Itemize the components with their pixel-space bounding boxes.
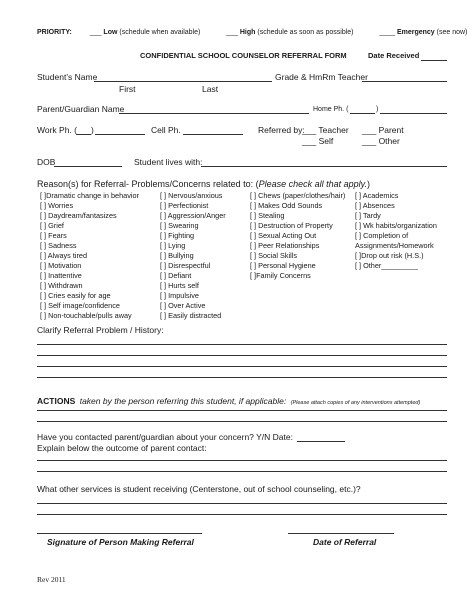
lives-with-line[interactable] bbox=[201, 166, 447, 167]
priority-high-label: High bbox=[239, 29, 256, 36]
contact-date-line[interactable] bbox=[297, 441, 345, 442]
reason-checkbox-item[interactable]: Assignments/Homework bbox=[355, 241, 434, 250]
reason-checkbox-item[interactable]: [ ] Lying bbox=[160, 241, 186, 250]
services-line-2[interactable] bbox=[37, 514, 447, 515]
actions-line-2[interactable] bbox=[37, 421, 447, 422]
signature-label: Signature of Person Making Referral bbox=[47, 537, 194, 547]
reasons-heading: Reason(s) for Referral- Problems/Concerns related to: (Please check all that apply.) bbox=[37, 179, 370, 189]
referred-parent-option[interactable] bbox=[362, 125, 404, 135]
reason-checkbox-item[interactable]: [ ] Daydream/fantasizes bbox=[40, 211, 117, 220]
reason-checkbox-item[interactable]: [ ] Self image/confidence bbox=[40, 301, 120, 310]
referred-self-blank[interactable]: ___ bbox=[302, 136, 317, 146]
reason-checkbox-item[interactable]: [ ] Social Skills bbox=[250, 251, 298, 260]
reason-checkbox-item[interactable]: [ ] Wk habits/organization bbox=[355, 221, 437, 230]
reason-checkbox-item[interactable]: [ ] Tardy bbox=[355, 211, 381, 220]
signature-line[interactable] bbox=[37, 533, 202, 534]
reason-checkbox-item[interactable]: [ ] Disrespectful bbox=[160, 261, 211, 270]
reason-checkbox-item[interactable]: [ ] Completion of bbox=[355, 231, 409, 240]
reasons-column-2 bbox=[160, 191, 226, 321]
date-received-label: Date Received bbox=[368, 51, 420, 60]
reason-checkbox-item[interactable]: [ ]Dramatic change in behavior bbox=[40, 191, 139, 200]
cell-phone-label: Cell Ph. bbox=[151, 125, 181, 135]
referred-parent-label: Parent bbox=[378, 125, 404, 135]
reason-checkbox-item[interactable]: [ ] Fighting bbox=[160, 231, 195, 240]
grade-label: Grade & HmRm Teacher bbox=[275, 72, 368, 82]
revision-label: Rev 2011 bbox=[37, 575, 66, 584]
reason-checkbox-item[interactable]: [ ]Family Concerns bbox=[250, 271, 311, 280]
form-title: CONFIDENTIAL SCHOOL COUNSELOR REFERRAL FORM bbox=[140, 51, 347, 60]
referred-by-label: Referred by: bbox=[258, 125, 305, 135]
work-phone-close: ) bbox=[91, 125, 94, 135]
priority-low-label: Low bbox=[103, 29, 118, 36]
services-line-1[interactable] bbox=[37, 503, 447, 504]
referred-teacher-blank[interactable]: ___ bbox=[302, 125, 317, 135]
reason-checkbox-item[interactable]: [ ] Swearing bbox=[160, 221, 199, 230]
reason-checkbox-item[interactable]: [ ] Non-touchable/pulls away bbox=[40, 311, 132, 320]
reason-checkbox-item[interactable]: [ ] Inattentive bbox=[40, 271, 82, 280]
work-phone-label: Work Ph. ( bbox=[37, 125, 77, 135]
referred-parent-blank[interactable]: ___ bbox=[362, 125, 377, 135]
reason-checkbox-item[interactable]: [ ] Perfectionist bbox=[160, 201, 209, 210]
reason-checkbox-item[interactable]: [ ] Grief bbox=[40, 221, 64, 230]
referred-self-option[interactable] bbox=[302, 136, 333, 146]
reasons-column-3 bbox=[250, 191, 345, 281]
first-label: First bbox=[119, 84, 136, 94]
cell-phone-line[interactable] bbox=[183, 134, 243, 135]
reason-checkbox-item[interactable]: [ ] Defiant bbox=[160, 271, 192, 280]
contacted-question: Have you contacted parent/guardian about your concern? Y/N Date: bbox=[37, 432, 293, 442]
grade-line[interactable] bbox=[362, 81, 447, 82]
reason-checkbox-item[interactable]: [ ] Stealing bbox=[250, 211, 285, 220]
actions-heading: ACTIONS taken by the person referring this student, if applicable: (Please attach copies of any interventions attempted) bbox=[37, 396, 421, 406]
reason-checkbox-item[interactable]: [ ] Destruction of Property bbox=[250, 221, 333, 230]
reason-checkbox-item[interactable]: [ ] Chews (paper/clothes/hair) bbox=[250, 191, 346, 200]
reason-checkbox-item[interactable]: [ ] Always tired bbox=[40, 251, 88, 260]
reason-checkbox-item[interactable]: [ ] Other_________ bbox=[355, 261, 418, 270]
contact-line-1[interactable] bbox=[37, 460, 447, 461]
lives-with-label: Student lives with: bbox=[134, 157, 203, 167]
clarify-line-2[interactable] bbox=[37, 355, 447, 356]
home-phone-label: Home Ph. ( bbox=[313, 106, 349, 113]
reason-checkbox-item[interactable]: [ ] Absences bbox=[355, 201, 395, 210]
reason-checkbox-item[interactable]: [ ] Fears bbox=[40, 231, 67, 240]
clarify-label: Clarify Referral Problem / History: bbox=[37, 325, 164, 335]
date-received-line[interactable] bbox=[421, 60, 447, 61]
reason-checkbox-item[interactable]: [ ] Withdrawn bbox=[40, 281, 83, 290]
work-phone-line[interactable] bbox=[95, 134, 145, 135]
last-label: Last bbox=[202, 84, 219, 94]
referred-other-option[interactable] bbox=[362, 136, 400, 146]
reason-checkbox-item[interactable]: [ ] Aggression/Anger bbox=[160, 211, 226, 220]
priority-low-note: (schedule when available) bbox=[119, 29, 201, 36]
priority-high-note: (schedule as soon as possible) bbox=[257, 29, 354, 36]
referred-other-blank[interactable]: ___ bbox=[362, 136, 377, 146]
reason-checkbox-item[interactable]: [ ] Impulsive bbox=[160, 291, 199, 300]
priority-emergency-note: (see now) bbox=[436, 29, 468, 36]
priority-emergency-label: Emergency bbox=[396, 29, 435, 36]
parent-name-line[interactable] bbox=[119, 113, 309, 114]
referred-teacher-option[interactable] bbox=[302, 125, 349, 135]
priority-emergency-blank[interactable]: ____ bbox=[379, 29, 395, 36]
reason-checkbox-item[interactable]: [ ] Sexual Acting Out bbox=[250, 231, 317, 240]
priority-label: PRIORITY: bbox=[37, 29, 72, 36]
reason-checkbox-item[interactable]: [ ] Worries bbox=[40, 201, 74, 210]
contact-explain-label: Explain below the outcome of parent contact: bbox=[37, 443, 207, 453]
reason-checkbox-item[interactable]: [ ] Peer Relationships bbox=[250, 241, 320, 250]
student-name-line[interactable] bbox=[94, 81, 272, 82]
clarify-line-1[interactable] bbox=[37, 344, 447, 345]
reasons-column-1 bbox=[40, 191, 139, 321]
reason-checkbox-item[interactable]: [ ] Bullying bbox=[160, 251, 194, 260]
priority-high-blank[interactable]: ___ bbox=[226, 29, 238, 36]
reason-checkbox-item[interactable]: [ ] Over Active bbox=[160, 301, 206, 310]
home-phone-close: ) bbox=[376, 106, 379, 113]
reason-checkbox-item[interactable]: [ ] Personal Hygiene bbox=[250, 261, 316, 270]
date-referral-label: Date of Referral bbox=[313, 537, 377, 547]
reason-checkbox-item[interactable]: [ ] Sadness bbox=[40, 241, 77, 250]
reason-checkbox-item[interactable]: [ ] Academics bbox=[355, 191, 399, 200]
clarify-line-3[interactable] bbox=[37, 366, 447, 367]
reason-checkbox-item[interactable]: [ ]Drop out risk (H.S.) bbox=[355, 251, 424, 260]
priority-low-blank[interactable]: ___ bbox=[89, 29, 102, 36]
referred-self-label: Self bbox=[318, 136, 334, 146]
home-phone-area-line[interactable] bbox=[350, 113, 375, 114]
referred-other-label: Other bbox=[378, 136, 400, 146]
reason-checkbox-item[interactable]: [ ] Makes Odd Sounds bbox=[250, 201, 323, 210]
home-phone-line[interactable] bbox=[380, 113, 447, 114]
priority-row bbox=[37, 29, 467, 36]
student-name-label: Student’s Name bbox=[37, 72, 98, 82]
reason-checkbox-item[interactable]: [ ] Easily distracted bbox=[160, 311, 222, 320]
reason-checkbox-item[interactable]: [ ] Cries easily for age bbox=[40, 291, 111, 300]
referred-teacher-label: Teacher bbox=[318, 125, 349, 135]
actions-line-1[interactable] bbox=[37, 410, 447, 411]
reason-checkbox-item[interactable]: [ ] Nervous/anxious bbox=[160, 191, 223, 200]
parent-name-label: Parent/Guardian Name bbox=[37, 104, 125, 114]
dob-label: DOB bbox=[37, 157, 56, 167]
reason-checkbox-item[interactable]: [ ] Hurts self bbox=[160, 281, 199, 290]
work-phone-area-line[interactable] bbox=[76, 134, 91, 135]
reason-checkbox-item[interactable]: [ ] Motivation bbox=[40, 261, 82, 270]
services-question: What other services is student receiving (Centerstone, out of school counseling, etc.)? bbox=[37, 484, 361, 494]
clarify-line-4[interactable] bbox=[37, 377, 447, 378]
date-referral-line[interactable] bbox=[288, 533, 394, 534]
reasons-column-4 bbox=[355, 191, 437, 271]
contact-line-2[interactable] bbox=[37, 471, 447, 472]
dob-line[interactable] bbox=[54, 166, 122, 167]
